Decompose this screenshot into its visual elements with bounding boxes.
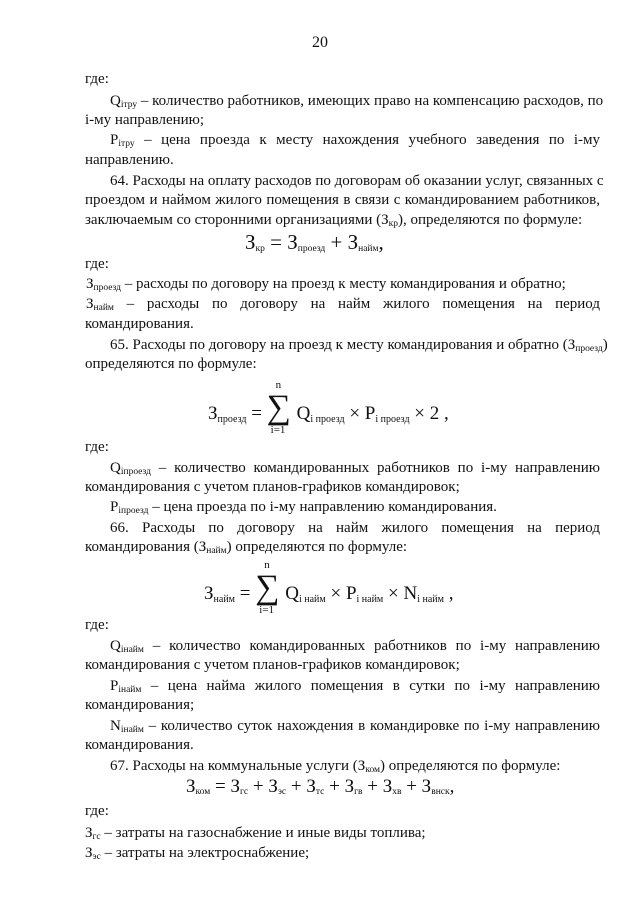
text-line: командирования; (85, 697, 195, 713)
paragraph-64-line: проездом и наймом жилого помещения в связи с командированием работников, (85, 192, 600, 208)
definition-p-iproezd: $P_{iпроезд}$ – цена проезда по i-му направлению командирования. (110, 499, 497, 516)
text-line: командирования с учетом планов-графиков командировок; (85, 479, 460, 495)
where-label: где: (85, 256, 109, 272)
definition-z-proezd: $З_{проезд}$ – расходы по договору на проезд к месту командирования и обратно; (86, 276, 566, 293)
formula-z-kr: $З_{кр} = З_{проезд} + З_{найм}$, (245, 230, 384, 254)
where-label: где: (85, 803, 109, 819)
paragraph-66-line: командирования $(З_{найм})$ определяются по формуле: (85, 539, 408, 556)
definition-z-gs: $З_{гс}$ – затраты на газоснабжение и иные виды топлива; (85, 825, 426, 842)
definition-q-iproezd: $Q_{iпроезд}$ – количество командированных работников по i-му направлению (110, 460, 600, 477)
definition-p-itru: $P_{iтру}$ – цена проезда к месту нахождения учебного заведения по i-му (110, 132, 600, 149)
text-line: командирования. (85, 737, 194, 753)
where-label: где: (85, 71, 109, 87)
where-label: где: (85, 617, 109, 633)
paragraph-65: 65. Расходы по договору на проезд к месту командирования и обратно $(З_{проезд})$ (110, 337, 608, 354)
definition-p-inaim: $P_{iнайм}$ – цена найма жилого помещения в сутки по i-му направлению (110, 678, 600, 695)
text-line: командирования с учетом планов-графиков командировок; (85, 657, 460, 673)
where-label: где: (85, 439, 109, 455)
definition-n-inaim: $N_{iнайм}$ – количество суток нахождения в командировке по i-му направлению (110, 718, 600, 735)
text-line: направлению. (85, 152, 174, 168)
definition-z-naim: $З_{найм}$ – расходы по договору на найм жилого помещения на период (86, 296, 600, 313)
paragraph-66: 66. Расходы по договору на найм жилого помещения на период (110, 520, 600, 536)
formula-z-kom: $З_{ком} = З_{гс} + З_{эс} + З_{тс} + З_{гв} + З_{хв} + З_{внск}$, (186, 776, 455, 797)
paragraph-64-line: заключаемым со сторонними организациями $(З_{кр})$, определяются по формуле: (85, 212, 583, 229)
paragraph-67: 67. Расходы на коммунальные услуги $(З_{ком})$ определяются по формуле: (110, 758, 561, 775)
summation-symbol: ∑ n i=1 (266, 379, 291, 436)
summation-symbol: ∑ n i=1 (255, 559, 280, 616)
text-line: i-му направлению; (85, 112, 205, 128)
page-number: 20 (312, 34, 328, 51)
definition-q-inaim: $Q_{iнайм}$ – количество командированных работников по i-му направлению (110, 638, 600, 655)
paragraph-65-line: определяются по формуле: (85, 356, 257, 372)
definition-q-itru: $Q_{iтру}$ – количество работников, имеющих право на компенсацию расходов, по (110, 93, 604, 110)
paragraph-64: 64. Расходы на оплату расходов по договорам об оказании услуг, связанных с (110, 173, 604, 189)
formula-z-proezd: Зпроезд = ∑ n i=1 Qi проезд × Pi проезд × 2 , (208, 379, 449, 436)
formula-z-naim: Знайм = ∑ n i=1 Qi найм × Pi найм × Ni найм , (204, 559, 454, 616)
definition-z-es: $З_{эс}$ – затраты на электроснабжение; (85, 845, 310, 862)
text-line: командирования. (85, 316, 194, 332)
